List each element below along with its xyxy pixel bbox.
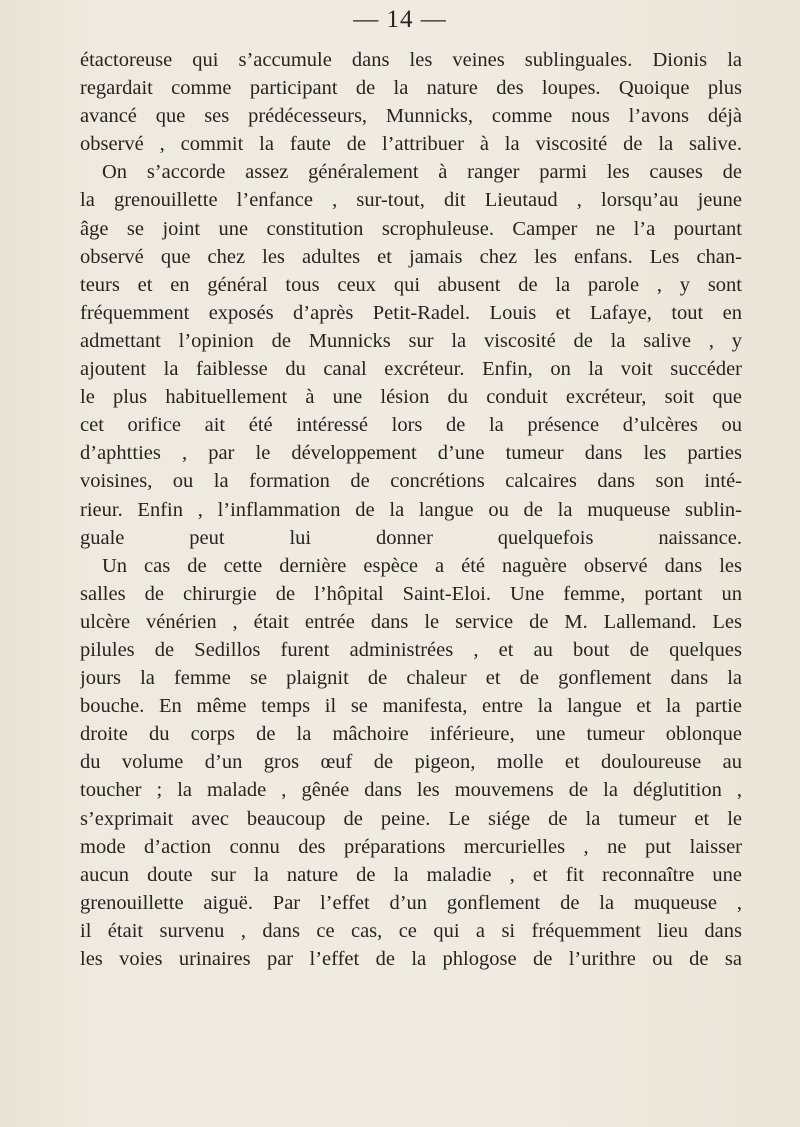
text-line: observé , commit la faute de l’attribuer à la viscosité de la salive. (80, 133, 742, 156)
text-line: voisines, ou la formation de concrétions calcaires dans son inté- (80, 470, 742, 493)
text-line: pilules de Sedillos furent administrées , et au bout de quelques (80, 638, 742, 661)
text-line: d’aphtties , par le développement d’une tumeur dans les parties (80, 442, 742, 465)
text-line: regardait comme participant de la nature des loupes. Quoique plus (80, 77, 742, 100)
text-line: le plus habituellement à une lésion du conduit excréteur, soit que (80, 386, 742, 409)
text-line: observé que chez les adultes et jamais chez les enfans. Les chan- (80, 245, 742, 268)
text-line: ulcère vénérien , était entrée dans le service de M. Lallemand. Les (80, 610, 742, 633)
text-line: salles de chirurgie de l’hôpital Saint-Eloi. Une femme, portant un (80, 582, 742, 605)
text-line: il était survenu , dans ce cas, ce qui a si fréquemment lieu dans (80, 919, 742, 942)
text-line: teurs et en général tous ceux qui abusent de la parole , y sont (80, 273, 742, 296)
text-line: grenouillette aiguë. Par l’effet d’un gonflement de la muqueuse , (80, 891, 742, 914)
text-line: ajoutent la faiblesse du canal excréteur. Enfin, on la voit succéder (80, 358, 742, 381)
text-line: la grenouillette l’enfance , sur-tout, dit Lieutaud , lorsqu’au jeune (80, 189, 742, 212)
text-line: les voies urinaires par l’effet de la phlogose de l’urithre ou de sa (80, 948, 742, 970)
body-text (80, 46, 742, 973)
text-line: Un cas de cette dernière espèce a été naguère observé dans les (102, 554, 742, 577)
text-line: rieur. Enfin , l’inflammation de la langue ou de la muqueuse sublin- (80, 498, 742, 521)
text-line: avancé que ses prédécesseurs, Munnicks, comme nous l’avons déjà (80, 105, 742, 128)
page-number: — 14 — (353, 6, 447, 33)
text-line: aucun doute sur la nature de la maladie , et fit reconnaître une (80, 863, 742, 886)
text-line: étactoreuse qui s’accumule dans les veines sublinguales. Dionis la (80, 49, 742, 71)
text-line: admettant l’opinion de Munnicks sur la viscosité de la salive , y (80, 329, 742, 352)
text-line: guale peut lui donner quelquefois naissance. (80, 526, 742, 549)
text-line: jours la femme se plaignit de chaleur et de gonflement dans la (80, 667, 742, 690)
text-line: bouche. En même temps il se manifesta, entre la langue et la partie (80, 695, 742, 718)
text-line: droite du corps de la mâchoire inférieure, une tumeur oblonque (80, 723, 742, 746)
text-line: du volume d’un gros œuf de pigeon, molle et douloureuse au (80, 751, 742, 774)
text-line: s’exprimait avec beaucoup de peine. Le siége de la tumeur et le (80, 807, 742, 830)
text-line: mode d’action connu des préparations mercurielles , ne put laisser (80, 835, 742, 858)
text-line: fréquemment exposés d’après Petit-Radel. Louis et Lafaye, tout en (80, 301, 742, 324)
text-line: âge se joint une constitution scrophuleuse. Camper ne l’a pourtant (80, 217, 742, 240)
text-line: On s’accorde assez généralement à ranger parmi les causes de (102, 161, 742, 184)
text-line: toucher ; la malade , gênée dans les mouvemens de la déglutition , (80, 779, 742, 802)
text-line: cet orifice ait été intéressé lors de la présence d’ulcères ou (80, 414, 742, 437)
